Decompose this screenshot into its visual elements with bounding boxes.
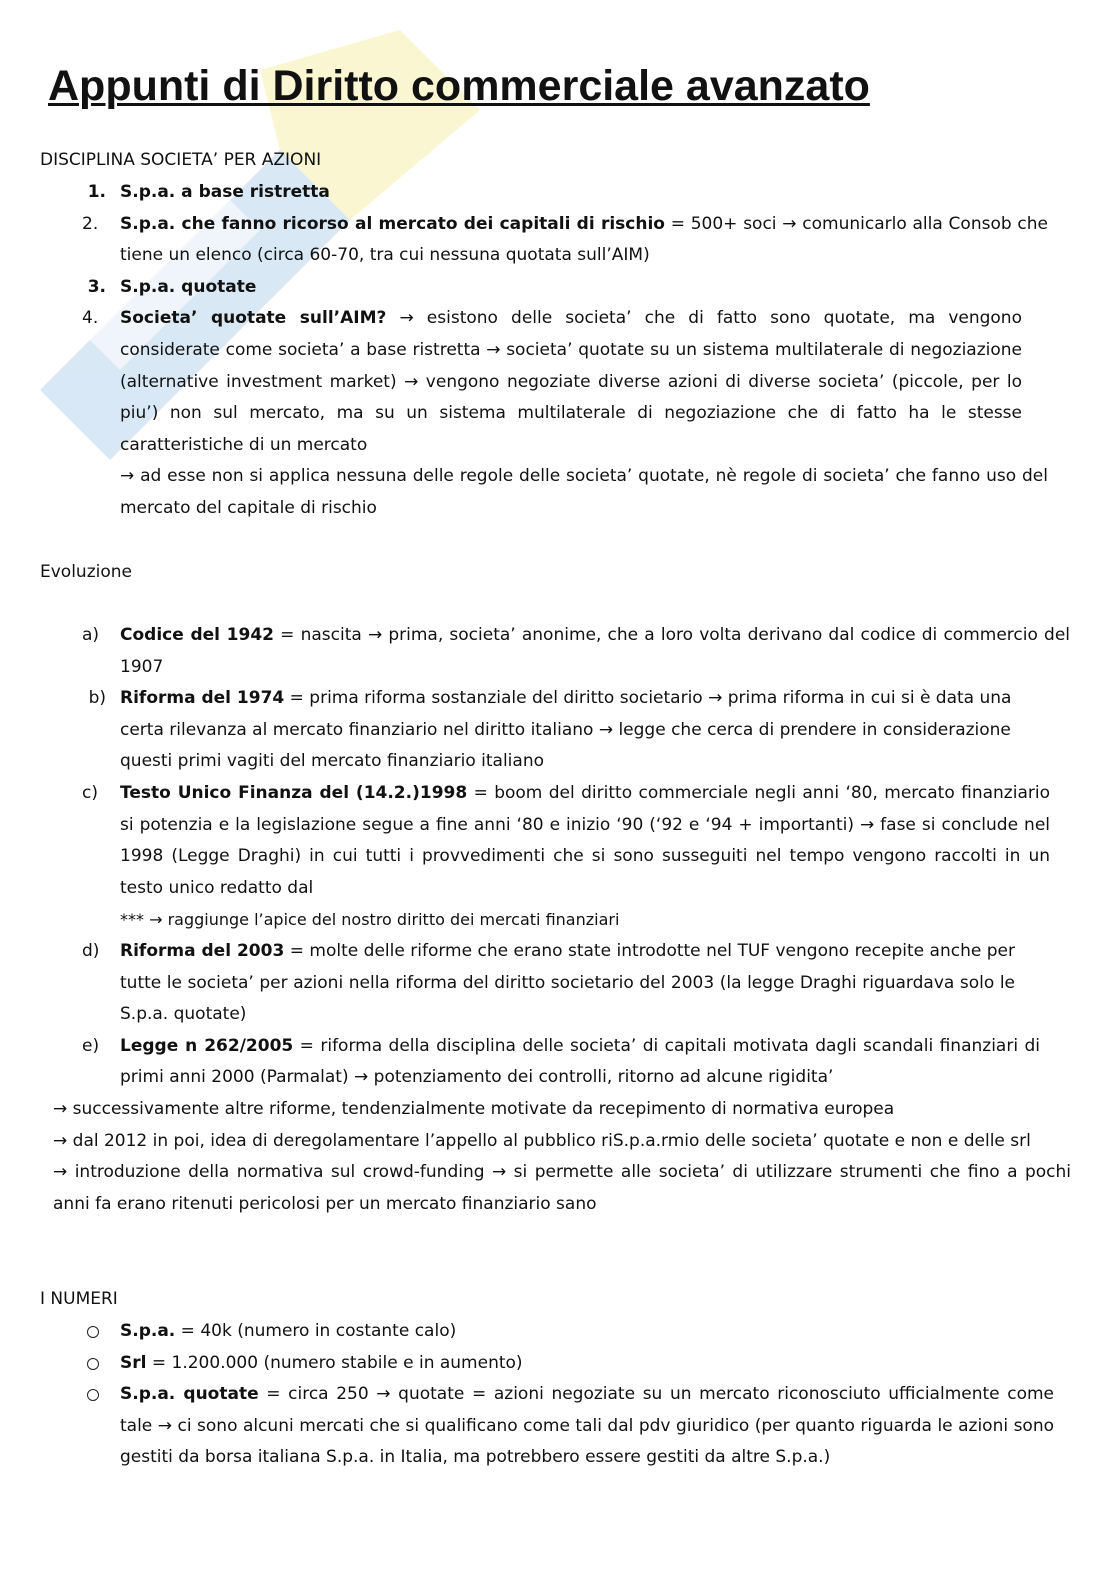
note-line: → introduzione della normativa sul crowd-funding → si permette alle societa’ di utilizzare strumenti che fino a pochi anni fa erano ritenuti pericolosi per un mercato finanziario sano bbox=[53, 1162, 1071, 1214]
evoluzione-notes bbox=[53, 1094, 1071, 1220]
list-item bbox=[120, 1348, 1054, 1380]
list-item-title: Testo Unico Finanza del (14.2.)1998 bbox=[120, 782, 468, 803]
list-item bbox=[82, 209, 1048, 272]
list-marker: 3. bbox=[87, 276, 106, 297]
list-marker: c) bbox=[82, 782, 98, 803]
list-marker: 1. bbox=[87, 182, 106, 202]
list-item-title: S.p.a. che fanno ricorso al mercato dei capitali di rischio bbox=[120, 213, 665, 234]
list-marker: b) bbox=[88, 688, 106, 709]
list-item-text: = 500+ soci → comunicarlo alla Consob che tiene un elenco (circa 60-70, tra cui nessuna quotata sull’AIM) bbox=[120, 213, 1048, 266]
list-marker: e) bbox=[82, 1035, 100, 1056]
list-item-title: Srl bbox=[120, 1352, 147, 1373]
circle-bullet-icon bbox=[87, 1326, 99, 1338]
list-marker: 4. bbox=[82, 308, 99, 329]
list-item-title: S.p.a. a base ristretta bbox=[120, 182, 330, 202]
list-item-extra: *** → raggiunge l’apice del nostro diritto dei mercati finanziari bbox=[120, 910, 620, 930]
list-item-text: = molte delle riforme che erano state introdotte nel TUF vengono recepite anche per tutte le societa’ per azioni nella riforma del diritto societario del 2003 (la legge Draghi riguardava solo le S.p.a. quotate) bbox=[120, 940, 1015, 1025]
note-line: → dal 2012 in poi, idea di deregolamentare l’appello al pubblico riS.p.a.rmio delle societa’ quotate e non e delle srl bbox=[53, 1130, 1031, 1151]
list-item-title: S.p.a. quotate bbox=[120, 276, 257, 297]
list-item bbox=[88, 683, 1020, 778]
list-item-title: Riforma del 2003 bbox=[120, 940, 285, 961]
list-marker: d) bbox=[82, 940, 100, 961]
list-item-text: = 40k (numero in costante calo) bbox=[175, 1321, 457, 1341]
list-item-title: S.p.a. bbox=[120, 1321, 176, 1341]
numeri-list bbox=[120, 1316, 1054, 1474]
section-heading-numeri: I NUMERI bbox=[40, 1289, 118, 1309]
list-item-continuation bbox=[120, 461, 1048, 524]
list-item bbox=[82, 936, 1015, 1031]
list-item-text: = circa 250 → quotate = azioni negoziate su un mercato riconosciuto ufficialmente come tale → ci sono alcuni mercati che si qualificano come tali dal pdv giuridico (per quanto riguarda le azioni sono gestiti da borsa italiana S.p.a. in Italia, ma potrebbero essere gestiti da altre S.p.a.) bbox=[120, 1384, 1055, 1468]
list-item-text: → esistono delle societa’ che di fatto sono quotate, ma vengono considerate come societa’ a base ristretta → societa’ quotate su un sistema multilaterale di negoziazione (alternative investment market) → vengono negoziate diverse azioni di diverse societa’ (piccole, per lo piu’) non sul mercato, ma su un sistema multilaterale di negoziazione che di fatto ha le stesse caratteristiche di un mercato bbox=[120, 308, 1022, 455]
page-title: Appunti di Diritto commerciale avanzato bbox=[48, 62, 870, 110]
list-item-title: Legge n 262/2005 bbox=[120, 1035, 294, 1056]
note-line: → successivamente altre riforme, tendenzialmente motivate da recepimento di normativa europea bbox=[53, 1099, 895, 1119]
section-heading-disciplina: DISCIPLINA SOCIETA’ PER AZIONI bbox=[40, 150, 322, 170]
list-item-title: Codice del 1942 bbox=[120, 625, 274, 645]
list-item-title: Societa’ quotate sull’AIM? bbox=[120, 308, 387, 329]
list-item-extra: → ad esse non si applica nessuna delle regole delle societa’ quotate, nè regole di societa’ che fanno uso del mercato del capitale di rischio bbox=[120, 466, 1048, 518]
list-item bbox=[120, 1379, 1054, 1474]
list-item-text: = 1.200.000 (numero stabile e in aumento) bbox=[146, 1352, 523, 1373]
list-item bbox=[87, 272, 1048, 304]
section-heading-evoluzione: Evoluzione bbox=[40, 562, 132, 582]
circle-bullet-icon bbox=[87, 1389, 99, 1401]
list-item bbox=[82, 620, 1071, 683]
list-item-title: Riforma del 1974 bbox=[120, 688, 285, 709]
list-marker: 2. bbox=[82, 213, 99, 234]
list-item bbox=[82, 778, 1050, 904]
evoluzione-list bbox=[82, 620, 1071, 1094]
list-item bbox=[87, 177, 1048, 209]
list-item-title: S.p.a. quotate bbox=[120, 1384, 259, 1405]
list-item bbox=[120, 1316, 1054, 1348]
list-item bbox=[82, 303, 1022, 461]
list-item-continuation bbox=[120, 904, 1070, 936]
list-item-text: = riforma della disciplina delle societa’ di capitali motivata dagli scandali finanziari di primi anni 2000 (Parmalat) → potenziamento dei controlli, ritorno ad alcune rigidita’ bbox=[120, 1035, 1040, 1088]
spa-types-list bbox=[82, 177, 1048, 525]
list-item-text: = boom del diritto commerciale negli anni ‘80, mercato finanziario si potenzia e la legislazione segue a fine anni ‘80 e inizio ‘90 (‘92 e ‘94 + importanti) → fase si conclude nel 1998 (Legge Draghi) in cui tutti i provvedimenti che si sono susseguiti nel tempo vengono raccolti in un testo unico redatto dal bbox=[120, 782, 1050, 898]
list-item-text: = prima riforma sostanziale del diritto societario → prima riforma in cui si è data una certa rilevanza al mercato finanziario nel diritto italiano → legge che cerca di prendere in considerazione questi primi vagiti del mercato finanziario italiano bbox=[120, 688, 1012, 772]
circle-bullet-icon bbox=[87, 1358, 99, 1370]
list-item bbox=[82, 1031, 1040, 1094]
list-item-text: = nascita → prima, societa’ anonime, che a loro volta derivano dal codice di commercio del 1907 bbox=[120, 625, 1071, 677]
list-marker: a) bbox=[82, 625, 100, 645]
